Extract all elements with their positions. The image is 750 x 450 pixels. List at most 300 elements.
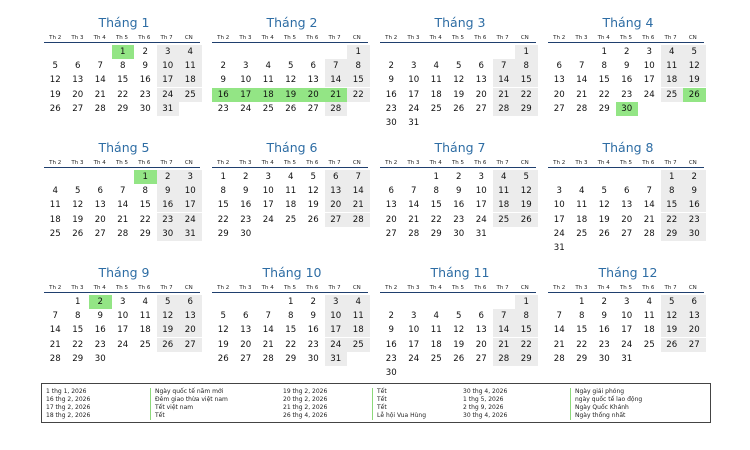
day-cell[interactable]: 10	[117, 311, 129, 322]
day-cell[interactable]: 6	[388, 186, 394, 197]
day-cell[interactable]: 25	[262, 103, 274, 114]
day-cell[interactable]: 22	[515, 338, 538, 352]
day-cell[interactable]: 7	[325, 59, 348, 73]
day-cell[interactable]: 12	[49, 75, 61, 86]
day-cell[interactable]: 16	[385, 339, 397, 350]
day-cell[interactable]: 6	[624, 186, 630, 197]
holiday-day-cell[interactable]: 1	[112, 45, 135, 59]
day-cell[interactable]: 13	[553, 75, 565, 86]
day-cell[interactable]: 13	[240, 325, 252, 336]
day-cell[interactable]: 3	[265, 172, 271, 182]
day-cell[interactable]: 13	[385, 200, 397, 211]
day-cell[interactable]: 23	[621, 89, 633, 100]
day-cell[interactable]: 23	[139, 89, 151, 100]
day-cell[interactable]: 17	[157, 73, 180, 87]
day-cell[interactable]: 10	[553, 200, 565, 211]
day-cell[interactable]: 7	[347, 170, 370, 184]
day-cell[interactable]: 18	[576, 214, 588, 225]
day-cell[interactable]: 22	[285, 339, 297, 350]
day-cell[interactable]: 20	[179, 323, 202, 337]
day-cell[interactable]: 4	[661, 45, 684, 59]
day-cell[interactable]: 29	[217, 228, 229, 239]
day-cell[interactable]: 1	[75, 297, 81, 307]
day-cell[interactable]: 27	[475, 353, 487, 364]
day-cell[interactable]: 11	[576, 200, 588, 211]
holiday-day-cell[interactable]: 18	[257, 88, 280, 102]
day-cell[interactable]: 14	[493, 73, 516, 87]
day-cell[interactable]: 14	[94, 75, 106, 86]
day-cell[interactable]: 24	[408, 103, 420, 114]
day-cell[interactable]: 16	[453, 200, 465, 211]
day-cell[interactable]: 23	[307, 339, 319, 350]
day-cell[interactable]: 9	[142, 61, 148, 72]
day-cell[interactable]: 19	[307, 200, 319, 211]
day-cell[interactable]: 3	[411, 61, 417, 72]
day-cell[interactable]: 22	[430, 214, 442, 225]
day-cell[interactable]: 4	[52, 186, 58, 197]
day-cell[interactable]: 8	[288, 311, 294, 322]
day-cell[interactable]: 27	[307, 103, 319, 114]
day-cell[interactable]: 13	[475, 75, 487, 86]
day-cell[interactable]: 29	[117, 103, 129, 114]
day-cell[interactable]: 17	[475, 200, 487, 211]
day-cell[interactable]: 14	[49, 325, 61, 336]
day-cell[interactable]: 24	[621, 339, 633, 350]
day-cell[interactable]: 12	[157, 309, 180, 323]
day-cell[interactable]: 4	[579, 186, 585, 197]
day-cell[interactable]: 6	[179, 295, 202, 309]
day-cell[interactable]: 29	[515, 352, 538, 366]
day-cell[interactable]: 15	[139, 200, 151, 211]
day-cell[interactable]: 26	[598, 228, 610, 239]
day-cell[interactable]: 12	[453, 75, 465, 86]
day-cell[interactable]: 31	[621, 353, 633, 364]
day-cell[interactable]: 6	[478, 61, 484, 72]
day-cell[interactable]: 1	[347, 45, 370, 59]
day-cell[interactable]: 7	[493, 309, 516, 323]
day-cell[interactable]: 18	[347, 323, 370, 337]
day-cell[interactable]: 2	[142, 47, 148, 57]
day-cell[interactable]: 26	[453, 353, 465, 364]
day-cell[interactable]: 19	[49, 89, 61, 100]
day-cell[interactable]: 2	[683, 170, 706, 184]
day-cell[interactable]: 4	[433, 311, 439, 322]
day-cell[interactable]: 29	[285, 353, 297, 364]
day-cell[interactable]: 16	[683, 198, 706, 212]
day-cell[interactable]: 2	[157, 170, 180, 184]
day-cell[interactable]: 1	[288, 297, 294, 307]
day-cell[interactable]: 28	[262, 353, 274, 364]
day-cell[interactable]: 9	[624, 61, 630, 72]
day-cell[interactable]: 2	[310, 297, 316, 307]
day-cell[interactable]: 24	[179, 213, 202, 227]
day-cell[interactable]: 14	[493, 323, 516, 337]
day-cell[interactable]: 12	[453, 325, 465, 336]
day-cell[interactable]: 19	[157, 323, 180, 337]
day-cell[interactable]: 1	[220, 172, 226, 182]
day-cell[interactable]: 15	[347, 73, 370, 87]
day-cell[interactable]: 31	[179, 227, 202, 241]
day-cell[interactable]: 9	[683, 184, 706, 198]
holiday-day-cell[interactable]: 16	[212, 88, 235, 102]
day-cell[interactable]: 5	[661, 295, 684, 309]
day-cell[interactable]: 28	[325, 102, 348, 116]
day-cell[interactable]: 11	[139, 311, 151, 322]
day-cell[interactable]: 4	[347, 295, 370, 309]
day-cell[interactable]: 26	[72, 228, 84, 239]
day-cell[interactable]: 22	[515, 88, 538, 102]
day-cell[interactable]: 23	[385, 103, 397, 114]
day-cell[interactable]: 26	[661, 338, 684, 352]
day-cell[interactable]: 22	[139, 214, 151, 225]
day-cell[interactable]: 6	[310, 61, 316, 72]
day-cell[interactable]: 10	[643, 61, 655, 72]
day-cell[interactable]: 16	[307, 325, 319, 336]
day-cell[interactable]: 17	[117, 325, 129, 336]
holiday-day-cell[interactable]: 19	[280, 88, 303, 102]
day-cell[interactable]: 11	[262, 75, 274, 86]
day-cell[interactable]: 3	[624, 297, 630, 307]
holiday-day-cell[interactable]: 1	[134, 170, 157, 184]
day-cell[interactable]: 8	[661, 184, 684, 198]
day-cell[interactable]: 12	[598, 200, 610, 211]
day-cell[interactable]: 15	[217, 200, 229, 211]
day-cell[interactable]: 12	[661, 309, 684, 323]
day-cell[interactable]: 21	[643, 214, 655, 225]
day-cell[interactable]: 20	[553, 89, 565, 100]
day-cell[interactable]: 9	[157, 184, 180, 198]
holiday-day-cell[interactable]: 21	[325, 88, 348, 102]
day-cell[interactable]: 31	[475, 228, 487, 239]
day-cell[interactable]: 5	[515, 170, 538, 184]
day-cell[interactable]: 11	[430, 75, 442, 86]
day-cell[interactable]: 1	[433, 172, 439, 182]
day-cell[interactable]: 3	[120, 297, 126, 307]
day-cell[interactable]: 27	[621, 228, 633, 239]
day-cell[interactable]: 30	[139, 103, 151, 114]
day-cell[interactable]: 24	[262, 214, 274, 225]
day-cell[interactable]: 7	[265, 311, 271, 322]
day-cell[interactable]: 22	[117, 89, 129, 100]
day-cell[interactable]: 30	[240, 228, 252, 239]
day-cell[interactable]: 31	[325, 352, 348, 366]
day-cell[interactable]: 7	[493, 59, 516, 73]
day-cell[interactable]: 27	[475, 103, 487, 114]
day-cell[interactable]: 7	[120, 186, 126, 197]
day-cell[interactable]: 1	[661, 170, 684, 184]
day-cell[interactable]: 24	[475, 214, 487, 225]
day-cell[interactable]: 10	[408, 325, 420, 336]
day-cell[interactable]: 17	[553, 214, 565, 225]
day-cell[interactable]: 16	[598, 325, 610, 336]
day-cell[interactable]: 29	[515, 102, 538, 116]
day-cell[interactable]: 14	[262, 325, 274, 336]
day-cell[interactable]: 6	[97, 186, 103, 197]
day-cell[interactable]: 24	[553, 228, 565, 239]
day-cell[interactable]: 1	[515, 295, 538, 309]
day-cell[interactable]: 14	[347, 184, 370, 198]
day-cell[interactable]: 3	[325, 295, 348, 309]
day-cell[interactable]: 11	[661, 59, 684, 73]
day-cell[interactable]: 27	[325, 213, 348, 227]
day-cell[interactable]: 26	[157, 338, 180, 352]
day-cell[interactable]: 2	[220, 61, 226, 72]
day-cell[interactable]: 24	[157, 88, 180, 102]
day-cell[interactable]: 8	[601, 61, 607, 72]
holiday-day-cell[interactable]: 26	[683, 88, 706, 102]
day-cell[interactable]: 27	[94, 228, 106, 239]
day-cell[interactable]: 28	[408, 228, 420, 239]
day-cell[interactable]: 29	[430, 228, 442, 239]
day-cell[interactable]: 5	[75, 186, 81, 197]
day-cell[interactable]: 22	[576, 339, 588, 350]
day-cell[interactable]: 28	[493, 102, 516, 116]
day-cell[interactable]: 13	[683, 309, 706, 323]
day-cell[interactable]: 24	[643, 89, 655, 100]
day-cell[interactable]: 11	[347, 309, 370, 323]
day-cell[interactable]: 5	[456, 61, 462, 72]
day-cell[interactable]: 17	[262, 200, 274, 211]
day-cell[interactable]: 23	[240, 214, 252, 225]
day-cell[interactable]: 20	[325, 198, 348, 212]
day-cell[interactable]: 30	[385, 368, 397, 378]
day-cell[interactable]: 15	[661, 198, 684, 212]
day-cell[interactable]: 22	[72, 339, 84, 350]
day-cell[interactable]: 22	[217, 214, 229, 225]
day-cell[interactable]: 5	[310, 172, 316, 182]
day-cell[interactable]: 25	[430, 103, 442, 114]
day-cell[interactable]: 7	[52, 311, 58, 322]
day-cell[interactable]: 28	[347, 213, 370, 227]
day-cell[interactable]: 13	[621, 200, 633, 211]
day-cell[interactable]: 20	[475, 89, 487, 100]
day-cell[interactable]: 4	[265, 61, 271, 72]
day-cell[interactable]: 12	[72, 200, 84, 211]
day-cell[interactable]: 1	[601, 47, 607, 57]
day-cell[interactable]: 3	[411, 311, 417, 322]
day-cell[interactable]: 26	[515, 213, 538, 227]
day-cell[interactable]: 5	[52, 61, 58, 72]
day-cell[interactable]: 10	[157, 59, 180, 73]
day-cell[interactable]: 20	[94, 214, 106, 225]
day-cell[interactable]: 26	[49, 103, 61, 114]
day-cell[interactable]: 8	[120, 61, 126, 72]
holiday-day-cell[interactable]: 20	[302, 88, 325, 102]
day-cell[interactable]: 27	[553, 103, 565, 114]
day-cell[interactable]: 2	[388, 311, 394, 322]
day-cell[interactable]: 25	[347, 338, 370, 352]
day-cell[interactable]: 3	[646, 47, 652, 57]
day-cell[interactable]: 17	[408, 89, 420, 100]
day-cell[interactable]: 6	[556, 61, 562, 72]
day-cell[interactable]: 21	[49, 339, 61, 350]
day-cell[interactable]: 4	[493, 170, 516, 184]
day-cell[interactable]: 16	[157, 198, 180, 212]
day-cell[interactable]: 11	[285, 186, 297, 197]
day-cell[interactable]: 16	[94, 325, 106, 336]
day-cell[interactable]: 18	[139, 325, 151, 336]
day-cell[interactable]: 9	[456, 186, 462, 197]
day-cell[interactable]: 19	[683, 73, 706, 87]
day-cell[interactable]: 14	[325, 73, 348, 87]
day-cell[interactable]: 26	[453, 103, 465, 114]
day-cell[interactable]: 8	[515, 309, 538, 323]
day-cell[interactable]: 4	[646, 297, 652, 307]
day-cell[interactable]: 21	[493, 338, 516, 352]
day-cell[interactable]: 27	[240, 353, 252, 364]
day-cell[interactable]: 24	[325, 338, 348, 352]
day-cell[interactable]: 19	[217, 339, 229, 350]
day-cell[interactable]: 27	[683, 338, 706, 352]
day-cell[interactable]: 28	[553, 353, 565, 364]
day-cell[interactable]: 10	[621, 311, 633, 322]
day-cell[interactable]: 25	[179, 88, 202, 102]
day-cell[interactable]: 19	[598, 214, 610, 225]
day-cell[interactable]: 2	[601, 297, 607, 307]
day-cell[interactable]: 9	[388, 325, 394, 336]
day-cell[interactable]: 25	[139, 339, 151, 350]
day-cell[interactable]: 29	[661, 227, 684, 241]
day-cell[interactable]: 16	[139, 75, 151, 86]
day-cell[interactable]: 8	[347, 59, 370, 73]
day-cell[interactable]: 14	[117, 200, 129, 211]
day-cell[interactable]: 15	[430, 200, 442, 211]
day-cell[interactable]: 25	[661, 88, 684, 102]
day-cell[interactable]: 29	[576, 353, 588, 364]
day-cell[interactable]: 3	[478, 172, 484, 182]
day-cell[interactable]: 30	[683, 227, 706, 241]
holiday-day-cell[interactable]: 17	[235, 88, 258, 102]
day-cell[interactable]: 11	[49, 200, 61, 211]
day-cell[interactable]: 28	[493, 352, 516, 366]
holiday-day-cell[interactable]: 2	[89, 295, 112, 309]
day-cell[interactable]: 15	[515, 73, 538, 87]
day-cell[interactable]: 30	[453, 228, 465, 239]
day-cell[interactable]: 13	[179, 309, 202, 323]
day-cell[interactable]: 13	[72, 75, 84, 86]
day-cell[interactable]: 10	[325, 309, 348, 323]
day-cell[interactable]: 18	[643, 325, 655, 336]
day-cell[interactable]: 24	[240, 103, 252, 114]
day-cell[interactable]: 19	[453, 89, 465, 100]
day-cell[interactable]: 3	[179, 170, 202, 184]
day-cell[interactable]: 4	[142, 297, 148, 307]
day-cell[interactable]: 10	[240, 75, 252, 86]
day-cell[interactable]: 20	[683, 323, 706, 337]
day-cell[interactable]: 26	[217, 353, 229, 364]
day-cell[interactable]: 5	[601, 186, 607, 197]
day-cell[interactable]: 13	[475, 325, 487, 336]
day-cell[interactable]: 9	[220, 75, 226, 86]
day-cell[interactable]: 19	[661, 323, 684, 337]
day-cell[interactable]: 28	[643, 228, 655, 239]
day-cell[interactable]: 8	[220, 186, 226, 197]
day-cell[interactable]: 25	[576, 228, 588, 239]
day-cell[interactable]: 12	[307, 186, 319, 197]
day-cell[interactable]: 6	[325, 170, 348, 184]
day-cell[interactable]: 6	[478, 311, 484, 322]
day-cell[interactable]: 7	[646, 186, 652, 197]
day-cell[interactable]: 23	[598, 339, 610, 350]
day-cell[interactable]: 7	[579, 61, 585, 72]
day-cell[interactable]: 13	[94, 200, 106, 211]
day-cell[interactable]: 23	[683, 213, 706, 227]
day-cell[interactable]: 25	[430, 353, 442, 364]
day-cell[interactable]: 3	[243, 61, 249, 72]
day-cell[interactable]: 10	[475, 186, 487, 197]
day-cell[interactable]: 1	[515, 45, 538, 59]
day-cell[interactable]: 23	[385, 353, 397, 364]
day-cell[interactable]: 12	[217, 325, 229, 336]
day-cell[interactable]: 8	[75, 311, 81, 322]
day-cell[interactable]: 12	[285, 75, 297, 86]
day-cell[interactable]: 31	[408, 118, 420, 128]
day-cell[interactable]: 15	[576, 325, 588, 336]
day-cell[interactable]: 5	[157, 295, 180, 309]
day-cell[interactable]: 25	[493, 213, 516, 227]
day-cell[interactable]: 20	[621, 214, 633, 225]
day-cell[interactable]: 21	[576, 89, 588, 100]
day-cell[interactable]: 18	[493, 198, 516, 212]
day-cell[interactable]: 31	[553, 243, 565, 253]
day-cell[interactable]: 8	[579, 311, 585, 322]
day-cell[interactable]: 19	[453, 339, 465, 350]
day-cell[interactable]: 22	[661, 213, 684, 227]
day-cell[interactable]: 18	[179, 73, 202, 87]
day-cell[interactable]: 21	[94, 89, 106, 100]
day-cell[interactable]: 21	[553, 339, 565, 350]
day-cell[interactable]: 2	[243, 172, 249, 182]
day-cell[interactable]: 20	[385, 214, 397, 225]
day-cell[interactable]: 18	[285, 200, 297, 211]
day-cell[interactable]: 17	[408, 339, 420, 350]
day-cell[interactable]: 8	[515, 59, 538, 73]
day-cell[interactable]: 17	[179, 198, 202, 212]
day-cell[interactable]: 13	[325, 184, 348, 198]
day-cell[interactable]: 7	[556, 311, 562, 322]
day-cell[interactable]: 21	[493, 88, 516, 102]
day-cell[interactable]: 26	[307, 214, 319, 225]
day-cell[interactable]: 6	[243, 311, 249, 322]
day-cell[interactable]: 4	[288, 172, 294, 182]
day-cell[interactable]: 29	[72, 353, 84, 364]
day-cell[interactable]: 1	[579, 297, 585, 307]
day-cell[interactable]: 15	[117, 75, 129, 86]
day-cell[interactable]: 5	[220, 311, 226, 322]
day-cell[interactable]: 15	[72, 325, 84, 336]
day-cell[interactable]: 27	[179, 338, 202, 352]
day-cell[interactable]: 30	[307, 353, 319, 364]
day-cell[interactable]: 28	[576, 103, 588, 114]
day-cell[interactable]: 20	[475, 339, 487, 350]
day-cell[interactable]: 28	[94, 103, 106, 114]
day-cell[interactable]: 27	[385, 228, 397, 239]
day-cell[interactable]: 14	[643, 200, 655, 211]
day-cell[interactable]: 14	[408, 200, 420, 211]
day-cell[interactable]: 15	[598, 75, 610, 86]
day-cell[interactable]: 29	[139, 228, 151, 239]
day-cell[interactable]: 31	[157, 102, 180, 116]
day-cell[interactable]: 24	[117, 339, 129, 350]
day-cell[interactable]: 2	[624, 47, 630, 57]
day-cell[interactable]: 14	[576, 75, 588, 86]
day-cell[interactable]: 11	[179, 59, 202, 73]
day-cell[interactable]: 9	[243, 186, 249, 197]
day-cell[interactable]: 9	[97, 311, 103, 322]
day-cell[interactable]: 23	[453, 214, 465, 225]
day-cell[interactable]: 3	[556, 186, 562, 197]
day-cell[interactable]: 18	[430, 339, 442, 350]
